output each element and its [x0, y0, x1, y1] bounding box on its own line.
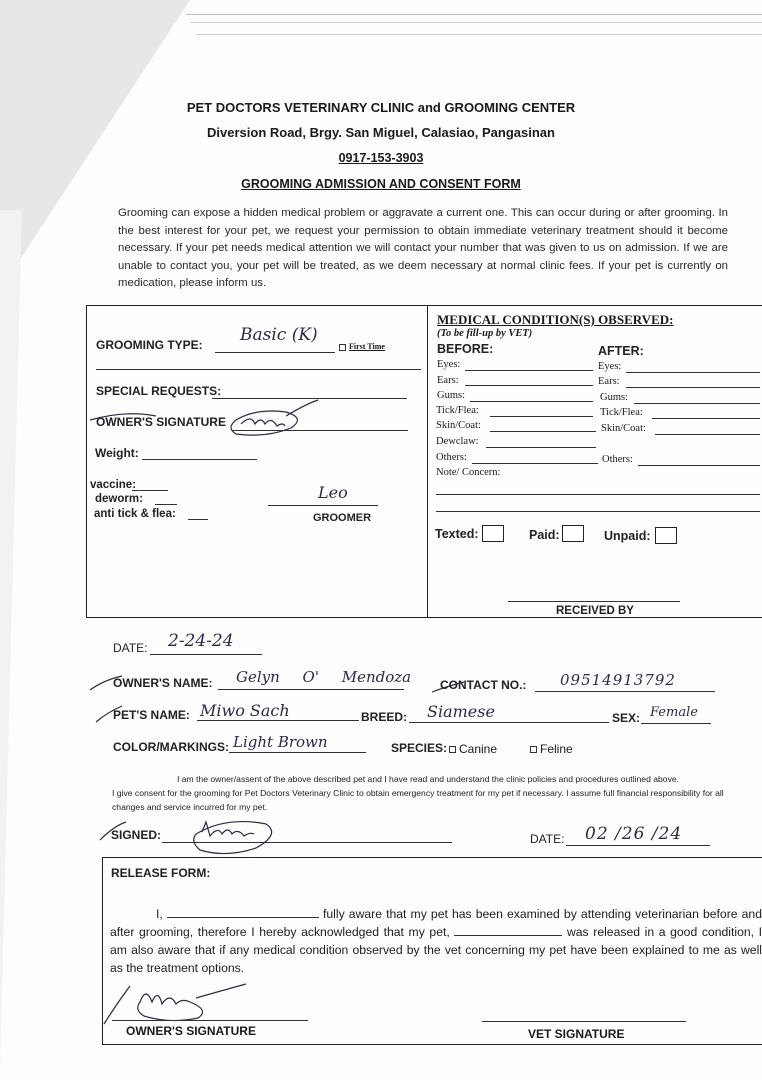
anti-tick-label: anti tick & flea:	[94, 508, 176, 520]
paper-stack-edge	[196, 34, 762, 35]
form-title: GROOMING ADMISSION AND CONSENT FORM	[241, 177, 521, 191]
owner-name-value[interactable]: Gelyn O' Mendoza	[236, 668, 412, 686]
release-pet-blank[interactable]	[454, 925, 562, 936]
color-markings-line	[229, 752, 366, 753]
pet-name-value[interactable]: Miwo Sach	[200, 701, 290, 720]
strike-mark-icon	[428, 672, 468, 698]
grooming-type-value[interactable]: Basic (K)	[240, 325, 318, 345]
signed-label: SIGNED:	[111, 828, 162, 842]
consent-date-label: DATE:	[530, 832, 565, 846]
grooming-type-rule	[96, 369, 421, 370]
vet-signature-line[interactable]	[482, 1021, 686, 1022]
first-time-box-icon[interactable]	[339, 344, 346, 351]
date-line	[150, 654, 262, 655]
contact-value[interactable]: 09514913792	[560, 671, 676, 689]
groomer-value[interactable]: Leo	[318, 483, 348, 502]
after-row-line[interactable]	[655, 434, 760, 435]
species-feline-option[interactable]	[530, 742, 573, 756]
strike-mark-icon	[86, 668, 126, 694]
before-row-line[interactable]	[470, 401, 593, 402]
consent-statement	[112, 772, 724, 814]
release-paragraph	[110, 905, 762, 977]
date-value[interactable]: 2-24-24	[168, 631, 234, 651]
note-line[interactable]	[436, 511, 760, 512]
clinic-address: Diversion Road, Brgy. San Miguel, Calasiao, Pangasinan	[207, 125, 555, 140]
weight-line[interactable]	[142, 459, 257, 460]
after-row-line[interactable]	[638, 465, 760, 466]
vet-signature-label: VET SIGNATURE	[528, 1027, 625, 1041]
owner-signature-release-label: OWNER'S SIGNATURE	[126, 1024, 256, 1038]
canine-label: Canine	[459, 742, 498, 756]
owner-signature-release-line[interactable]	[112, 1020, 308, 1021]
clinic-phone: 0917-153-3903	[338, 151, 424, 165]
before-row-line[interactable]	[472, 463, 598, 464]
owner-name-label: OWNER'S NAME:	[113, 676, 213, 690]
consent-line-2: I give consent for the grooming for Pet Doctors Veterinary Clinic to obtain emergency treatment for my pet if necessary. I assume full financial responsibility for all changes and service incurred for my pet.	[112, 788, 724, 812]
received-by-label: RECEIVED BY	[556, 605, 634, 617]
breed-value[interactable]: Siamese	[427, 702, 495, 721]
note-concern-label: Note/ Concern:	[436, 467, 501, 478]
vaccine-label: vaccine:	[90, 479, 137, 491]
deworm-label: deworm:	[95, 493, 143, 505]
pet-name-label: PET'S NAME:	[113, 708, 190, 722]
grooming-type-label: GROOMING TYPE:	[96, 338, 203, 352]
pet-name-line	[197, 720, 359, 721]
after-row-line[interactable]	[626, 387, 760, 388]
first-time-label: First Time	[349, 342, 385, 351]
before-row-label: Others:	[436, 452, 467, 463]
intro-paragraph: Grooming can expose a hidden medical problem or aggravate a current one. This can occur during or after grooming. In the best interest for your pet, we request your permission to obtain immediate veterinary treatment should it become necessary. If your pet needs medical attention we will contact your number that was given to us on admission. If we are unable to contact you, your pet will be treated, as we deem necessary at normal clinic fees. If your pet is currently on medication, please inform us.	[118, 207, 728, 290]
paid-checkbox[interactable]	[562, 525, 584, 542]
texted-label: Texted:	[435, 527, 479, 541]
consent-date-value[interactable]: 02 /26 /24	[585, 824, 683, 844]
weight-label: Weight:	[95, 446, 139, 460]
after-row-label: Eyes:	[598, 361, 622, 372]
unpaid-label: Unpaid:	[604, 529, 651, 543]
after-row-label: Gums:	[600, 392, 629, 403]
release-owner-blank[interactable]	[167, 907, 319, 918]
owner-signature-scribble	[86, 398, 326, 448]
after-row-line[interactable]	[626, 372, 760, 373]
groomer-line	[268, 505, 378, 506]
first-time-checkbox[interactable]	[339, 342, 385, 351]
owner-signature-label: OWNER'S SIGNATURE	[96, 415, 226, 429]
owner-name-line	[218, 689, 404, 690]
before-row-line[interactable]	[465, 385, 593, 386]
before-row-label: Gums:	[437, 390, 466, 401]
feline-checkbox-icon[interactable]	[530, 746, 537, 753]
after-row-line[interactable]	[634, 403, 760, 404]
canine-checkbox-icon[interactable]	[449, 746, 456, 753]
paid-label: Paid:	[529, 528, 560, 542]
release-text-a: I,	[156, 907, 167, 921]
release-title: RELEASE FORM:	[111, 866, 211, 880]
after-row-label: Tick/Flea:	[600, 407, 643, 418]
note-line[interactable]	[436, 494, 760, 495]
contact-line	[535, 691, 715, 692]
strike-mark-icon	[92, 700, 132, 726]
before-row-label: Dewclaw:	[436, 436, 479, 447]
special-requests-label: SPECIAL REQUESTS:	[96, 384, 222, 398]
unpaid-checkbox[interactable]	[655, 527, 677, 544]
after-row-label: Ears:	[598, 376, 620, 387]
before-row-line[interactable]	[486, 447, 596, 448]
before-row-label: Ears:	[437, 375, 459, 386]
color-markings-value[interactable]: Light Brown	[233, 733, 328, 751]
release-text-b: fully aware that my pet has been examined by attending veterinarian before and after grooming, therefore I hereby acknowledged that my pet,	[110, 907, 762, 939]
groomer-label: GROOMER	[313, 512, 372, 524]
after-row-label: Others:	[602, 454, 633, 465]
paper-fold-left-edge	[0, 210, 22, 1070]
before-row-line[interactable]	[465, 370, 593, 371]
grooming-type-line	[215, 352, 335, 353]
after-row-label: Skin/Coat:	[601, 423, 646, 434]
contact-label: CONTACT NO.:	[440, 678, 527, 692]
consent-date-line	[566, 845, 710, 846]
before-row-line[interactable]	[490, 416, 593, 417]
before-row-label: Skin/Coat:	[436, 420, 481, 431]
before-row-label: Eyes:	[437, 359, 461, 370]
species-label: SPECIES:	[391, 741, 448, 755]
deworm-line[interactable]	[155, 504, 177, 505]
after-row-line[interactable]	[652, 418, 760, 419]
anti-tick-line[interactable]	[188, 519, 208, 520]
box-divider	[427, 305, 428, 618]
medical-title: MEDICAL CONDITION(S) OBSERVED:	[437, 312, 674, 327]
paper-stack-edge	[190, 22, 762, 52]
before-row-line[interactable]	[490, 431, 596, 432]
after-label: AFTER:	[598, 344, 644, 358]
received-by-line[interactable]	[508, 601, 680, 602]
before-label: BEFORE:	[437, 342, 494, 356]
color-markings-label: COLOR/MARKINGS:	[113, 740, 229, 754]
feline-label: Feline	[540, 742, 573, 756]
medical-subtitle: (To be fill-up by VET)	[437, 328, 533, 339]
date-label: DATE:	[113, 641, 148, 655]
breed-line	[409, 722, 609, 723]
texted-checkbox[interactable]	[482, 525, 504, 542]
vaccine-line[interactable]	[132, 490, 168, 491]
clinic-name: PET DOCTORS VETERINARY CLINIC and GROOMING CENTER	[186, 100, 576, 115]
sex-value[interactable]: Female	[650, 705, 698, 720]
release-text-c: was released in a good condition, I am also aware that if any medical condition observed by the vet concerning my pet have been explained to me as well as the treatment options.	[110, 925, 762, 975]
sex-label: SEX:	[612, 711, 641, 725]
species-canine-option[interactable]	[449, 742, 497, 756]
sex-line	[641, 723, 711, 724]
consent-line-1: I am the owner/assent of the above described pet and I have read and understand the clinic policies and procedures outlined above.	[176, 774, 680, 784]
breed-label: BREED:	[361, 710, 408, 724]
signed-signature-scribble	[96, 812, 296, 860]
before-row-label: Tick/Flea:	[436, 405, 479, 416]
